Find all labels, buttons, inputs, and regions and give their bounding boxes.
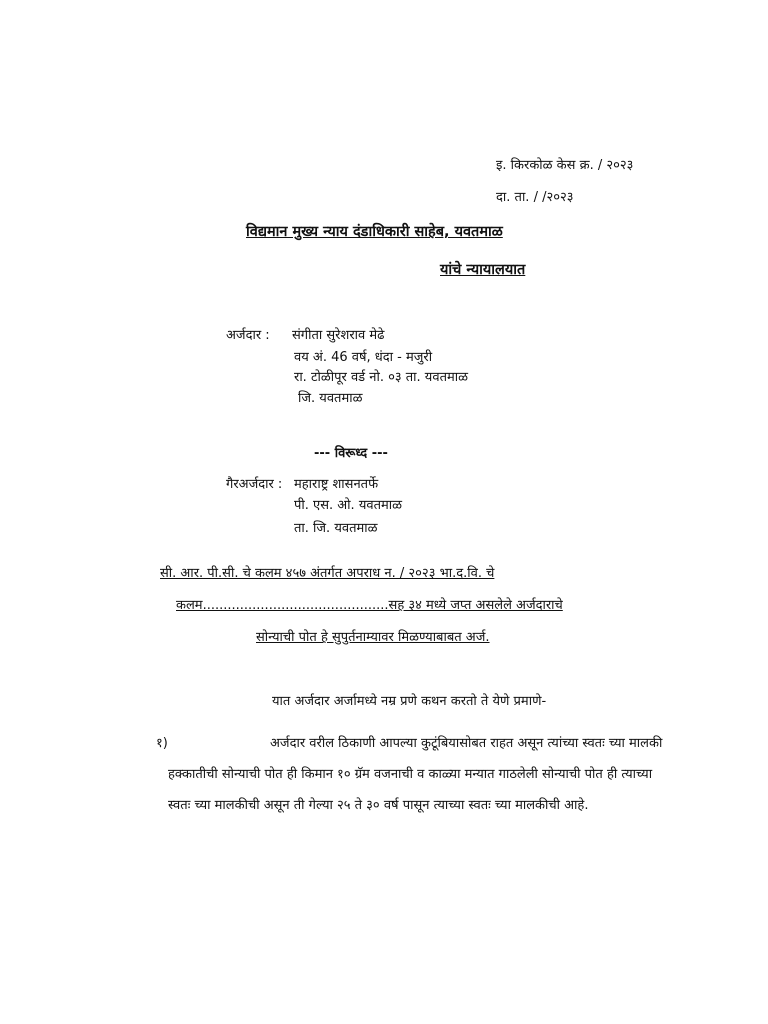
paragraph-line: हक्कातीची सोन्याची पोत ही किमान १० ग्रॅम वजनाची व काळ्या मन्यात गाठलेली सोन्याची पोत ही त्याच्या (168, 767, 653, 782)
case-date: दा. ता. / /२०२३ (496, 190, 574, 205)
paragraph-line: अर्जदार वरील ठिकाणी आपल्या कुटूंबियासोबत राहत असून त्यांच्या स्वतः च्या मालकी (270, 736, 663, 751)
versus-label: --- विरूध्द --- (314, 446, 388, 461)
paragraph-line: स्वतः च्या मालकीची असून ती गेल्या २५ ते ३० वर्ष पासून त्याच्या स्वतः च्या मालकीची आहे. (168, 798, 589, 813)
court-title: विद्यमान मुख्य न्याय दंडाधिकारी साहेब, यवतमाळ (246, 224, 503, 240)
applicant-label: अर्जदार : (226, 328, 270, 343)
respondent-name: महाराष्ट्र शासनतर्फे (294, 477, 379, 492)
intro-text: यात अर्जदार अर्जामध्ये नम्र प्रणे कथन करतो ते येणे प्रमाणे- (272, 694, 547, 709)
applicant-line: जि. यवतमाळ (298, 391, 363, 406)
paragraph-number: १) (156, 736, 168, 751)
respondent-line: ता. जि. यवतमाळ (294, 521, 378, 536)
subject-line: कलम.............................................सह ३४ मध्ये जप्त असलेले अर्जदाराचे (176, 598, 563, 613)
applicant-line: वय अं. 46 वर्ष, धंदा - मजुरी (294, 350, 433, 365)
subject-line: सी. आर. पी.सी. चे कलम ४५७ अंतर्गत अपराध न. / २०२३ भा.द.वि. चे (160, 566, 495, 581)
applicant-line: रा. टोळीपूर वर्ड नो. ०३ ता. यवतमाळ (294, 370, 469, 385)
subject-line: सोन्याची पोत हे सुपुर्तनाम्यावर मिळण्याबाबत अर्ज. (256, 630, 490, 645)
court-subtitle: यांचे न्यायालयात (440, 262, 526, 278)
respondent-line: पी. एस. ओ. यवतमाळ (294, 498, 403, 513)
applicant-name: संगीता सुरेशराव मेढे (292, 328, 385, 343)
case-number: इ. किरकोळ केस क्र. / २०२३ (496, 158, 634, 173)
respondent-label: गैरअर्जदार : (226, 477, 283, 492)
